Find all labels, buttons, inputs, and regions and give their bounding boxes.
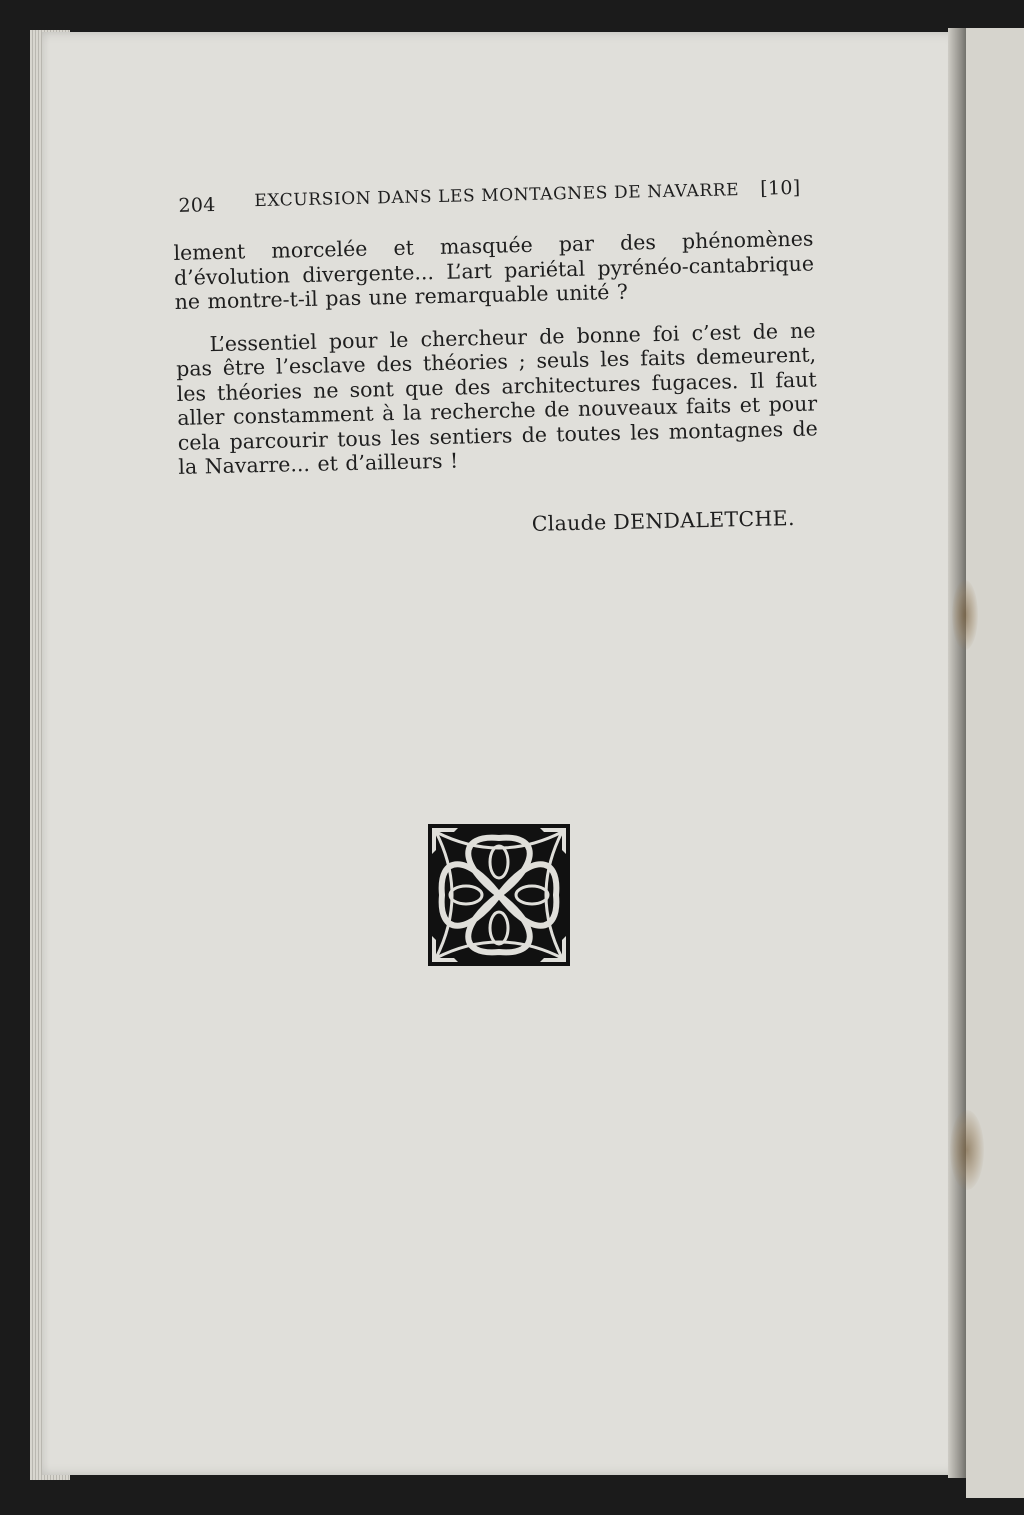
page-text	[172, 170, 820, 543]
page-number: 204	[178, 194, 216, 217]
running-title: EXCURSION DANS LES MONTAGNES DE NAVARRE	[254, 180, 740, 212]
paragraph: L’essentiel pour le chercheur de bonne foi c’est de ne pas être l’esclave des théories ; seuls les faits demeurent, les théories ne sont que des architectures fugaces. Il faut aller constamment à la recherche de nouveaux faits et pour cela parcourir tous les sentiers de toutes les montagnes de la Navarre... et d’ailleurs !	[175, 317, 818, 479]
celtic-knot-ornament-icon	[428, 824, 570, 966]
paper-stain	[950, 1110, 984, 1190]
section-number: [10]	[759, 176, 801, 200]
facing-page-edge	[966, 28, 1024, 1498]
author-signature: Claude DENDALETCHE.	[531, 505, 795, 536]
paragraph: lement morcelée et masquée par des phénomènes d’évolution divergente... L’art pariétal pyrénéo-cantabrique ne montre-t-il pas une remarquable unité ?	[173, 226, 815, 314]
paper-stain	[952, 580, 978, 650]
